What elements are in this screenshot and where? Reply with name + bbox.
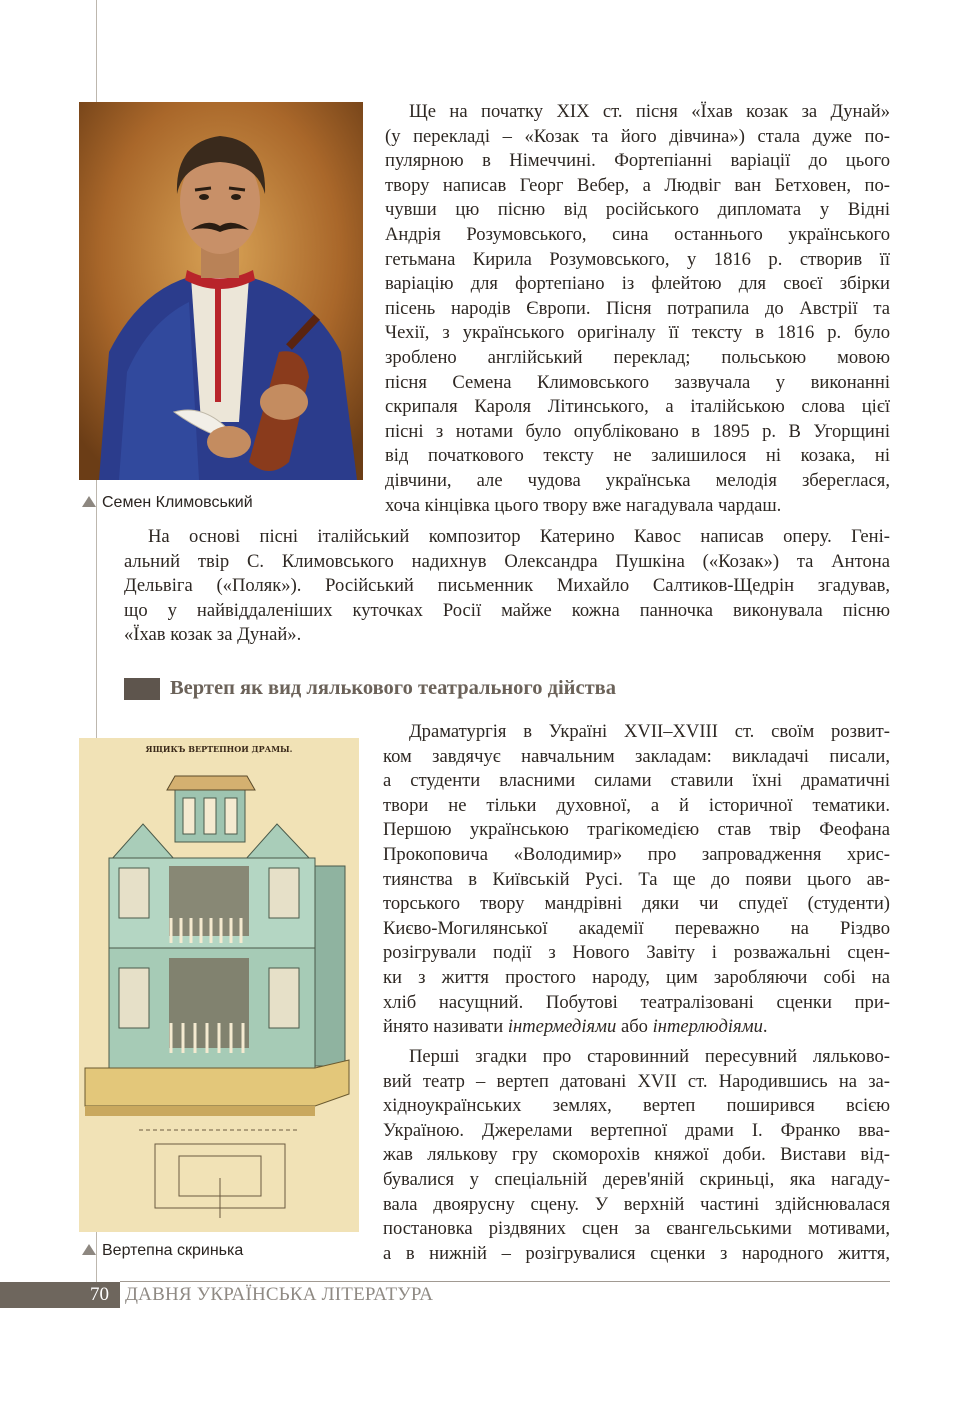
portrait-caption-text: Семен Климовський bbox=[102, 494, 253, 511]
paragraph-line bbox=[383, 1015, 890, 1040]
paragraph-line: торського твору мандрівні дяки чи спудеї (студенти) bbox=[383, 893, 890, 915]
paragraph-line: гетьмана Кирила Розумовського, у 1816 р. створив її bbox=[385, 248, 890, 270]
paragraph-line: тиянства в Київській Русі. Та ще до появи цього ав- bbox=[383, 868, 890, 890]
paragraph-line: постановка різдвяних сцен за євангельськими мотивами, bbox=[383, 1218, 890, 1240]
paragraph-line: дівчини, але чудова українська мелодія збереглася, bbox=[385, 469, 890, 491]
paragraph-line: хоча кінцівка цього твору вже нагадувала чардаш. bbox=[385, 494, 782, 516]
paragraph-line: Перші згадки про старовинний пересувний ляльково- bbox=[409, 1046, 890, 1067]
paragraph-line: розігрували події з Нового Завіту і розважальні сцен- bbox=[383, 942, 890, 964]
portrait-caption bbox=[82, 494, 253, 512]
running-title: ДАВНЯ УКРАЇНСЬКА ЛІТЕРАТУРА bbox=[125, 1284, 434, 1305]
paragraph-line: Прокоповича «Володимир» про запровадження хрис- bbox=[383, 843, 890, 865]
paragraph-line: ком завдячує навчальним закладам: викладачі писали, bbox=[383, 745, 890, 767]
paragraph-line: чувши цю пісню від російського дипломата у Відні bbox=[385, 199, 890, 221]
paragraph-text: або bbox=[616, 1016, 653, 1038]
term-intermedii: інтермедіями bbox=[507, 1016, 617, 1038]
paragraph-line: Україною. Джерелами вертепної драми І. Франко вва- bbox=[383, 1119, 890, 1141]
paragraph-line: Андрія Розумовського, сина останнього українського bbox=[385, 223, 890, 245]
paragraph-2 bbox=[124, 525, 890, 648]
paragraph-line: скрипаля Кароля Літинського, а італійською слова цієї bbox=[385, 396, 890, 418]
paragraph-line: що у найвіддаленіших куточках Росії майже кожна панночка виконувала пісню bbox=[124, 599, 890, 621]
paragraph-1 bbox=[385, 100, 890, 518]
triangle-marker-icon bbox=[82, 1244, 96, 1255]
paragraph-line: хліб насущний. Побутові театралізовані сценки при- bbox=[383, 991, 890, 1013]
paragraph-line: Першою українською трагікомедією став твір Феофана bbox=[383, 819, 890, 841]
paragraph-line: Ще на початку XIX ст. пісня «Їхав козак за Дунай» bbox=[409, 101, 890, 122]
term-interludii: інтерлюдіями bbox=[652, 1016, 763, 1038]
page-number: 70 bbox=[90, 1284, 109, 1305]
heading-marker-icon bbox=[124, 678, 160, 700]
paragraph-line: Драматургія в Україні XVII–XVIII ст. своїм розвит- bbox=[409, 721, 890, 742]
paragraph-line: хідноукраїнських землях, вертеп поширився всією bbox=[383, 1095, 890, 1117]
vertep-image bbox=[79, 738, 359, 1232]
portrait-image bbox=[79, 102, 363, 480]
vertep-caption-text: Вертепна скринька bbox=[102, 1242, 244, 1259]
paragraph-line: Чехії, з українського оригіналу її тексту в 1816 р. було bbox=[385, 322, 890, 344]
paragraph-line: твори не тільки духовної, а й історичної тематики. bbox=[383, 794, 890, 816]
paragraph-line: пісень народів Європи. Пісня потрапила до Австрії та bbox=[385, 297, 890, 319]
paragraph-line: пулярною в Німеччині. Фортепіанні варіації до цього bbox=[385, 150, 890, 172]
paragraph-line: Дельвіга («Поляк»). Російський письменник Михайло Салтиков-Щедрін згадував, bbox=[124, 575, 890, 597]
paragraph-line: «Їхав козак за Дунай». bbox=[124, 624, 302, 646]
footer-rule bbox=[120, 1281, 890, 1282]
paragraph-line: варіацію для фортепіано із флейтою для своєї збірки bbox=[385, 273, 890, 295]
vertep-image-title: ЯЩИКЪ ВЕРТЕПНОИ ДРАМЫ. bbox=[145, 744, 293, 754]
paragraph-line: пісня Семена Климовського зазвучала у виконанні bbox=[385, 371, 890, 393]
section-heading bbox=[124, 677, 616, 700]
paragraph-line: а студенти власними силами ставили їхні драматичні bbox=[383, 770, 890, 792]
paragraph-line: твору написав Георг Вебер, а Людвіг ван Бетховен, по- bbox=[385, 174, 890, 196]
section-heading-text: Вертеп як вид лялькового театрального дійства bbox=[170, 677, 616, 699]
vertep-caption bbox=[82, 1242, 243, 1260]
paragraph-4 bbox=[383, 1045, 890, 1266]
triangle-marker-icon bbox=[82, 496, 96, 507]
paragraph-line: зроблено англійський переклад; польською мовою bbox=[385, 346, 890, 368]
paragraph-text: . bbox=[762, 1016, 768, 1038]
paragraph-line: а в нижній – розігрувалися сценки з народного життя, bbox=[383, 1242, 890, 1264]
paragraph-line: жав лялькову гру скоморохів княжої доби. Вистави від- bbox=[383, 1144, 890, 1166]
paragraph-text: йнято називати bbox=[383, 1016, 508, 1038]
paragraph-line: пісні з нотами було опубліковано в 1895 р. В Угорщині bbox=[385, 420, 890, 442]
paragraph-line: На основі пісні італійський композитор Катерино Кавос написав оперу. Гені- bbox=[148, 526, 890, 547]
paragraph-line: альний твір С. Климовського надихнув Олександра Пушкіна («Козак») та Антона bbox=[124, 550, 890, 572]
paragraph-line: (у перекладі – «Козак та його дівчина») стала дуже по- bbox=[385, 125, 890, 147]
paragraph-line: вий театр – вертеп датовані XVII ст. Народившись на за- bbox=[383, 1070, 890, 1092]
paragraph-line: від початкового тексту не залишилося ні козака, ні bbox=[385, 445, 890, 467]
paragraph-line: Києво-Могилянської академії переважно на Різдво bbox=[383, 917, 890, 939]
paragraph-line: ки з життя простого народу, цим заробляючи собі на bbox=[383, 966, 890, 988]
paragraph-3 bbox=[383, 720, 890, 1040]
paragraph-line: бувалися у спеціальній дерев'яній скриньці, яка нагаду- bbox=[383, 1168, 890, 1190]
paragraph-line: вала двоярусну сцену. У верхній частині здійснювалася bbox=[383, 1193, 890, 1215]
